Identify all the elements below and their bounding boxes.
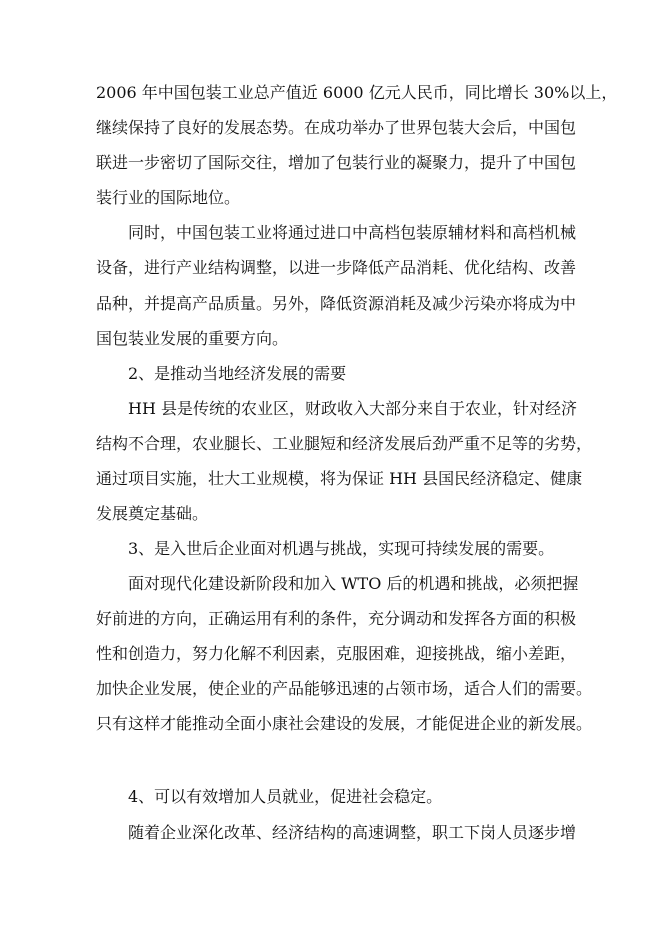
text-line: 结构不合理，农业腿长、工业腿短和经济发展后劲严重不足等的劣势， <box>96 434 593 453</box>
text-line: 面对现代化建设新阶段和加入 WTO 后的机遇和挑战，必须把握 <box>128 574 579 593</box>
section-heading: 2、是推动当地经济发展的需要 <box>128 364 347 383</box>
text-line: 性和创造力，努力化解不利因素，克服困难，迎接挑战，缩小差距， <box>96 644 577 663</box>
section-heading: 4、可以有效增加人员就业，促进社会稳定。 <box>128 787 443 806</box>
text-line: 2006 年中国包装工业总产值近 6000 亿元人民币，同比增长 30%以上， <box>96 83 618 102</box>
text-line: 继续保持了良好的发展态势。在成功举办了世界包装大会后，中国包 <box>96 118 577 137</box>
text-line: 品种，并提高产品质量。另外，降低资源消耗及减少污染亦将成为中 <box>96 294 577 313</box>
text-line: HH 县是传统的农业区，财政收入大部分来自于农业，针对经济 <box>128 399 577 418</box>
text-line: 设备，进行产业结构调整，以进一步降低产品消耗、优化结构、改善 <box>96 258 577 277</box>
text-line: 发展奠定基础。 <box>96 504 209 523</box>
text-line: 通过项目实施，壮大工业规模，将为保证 HH 县国民经济稳定、健康 <box>96 469 583 488</box>
text-line: 随着企业深化改革、经济结构的高速调整，职工下岗人员逐步增 <box>128 823 577 842</box>
section-heading: 3、是入世后企业面对机遇与挑战，实现可持续发展的需要。 <box>128 539 555 558</box>
text-line: 装行业的国际地位。 <box>96 188 241 207</box>
text-line: 国包装业发展的重要方向。 <box>96 329 289 348</box>
text-line: 同时，中国包装工业将通过进口中高档包装原辅材料和高档机械 <box>128 223 577 242</box>
text-line: 好前进的方向，正确运用有利的条件，充分调动和发挥各方面的积极 <box>96 609 577 628</box>
text-line: 加快企业发展，使企业的产品能够迅速的占领市场，适合人们的需要。 <box>96 679 593 698</box>
text-line: 联进一步密切了国际交往，增加了包装行业的凝聚力，提升了中国包 <box>96 153 577 172</box>
text-line: 只有这样才能推动全面小康社会建设的发展，才能促进企业的新发展。 <box>96 714 593 733</box>
